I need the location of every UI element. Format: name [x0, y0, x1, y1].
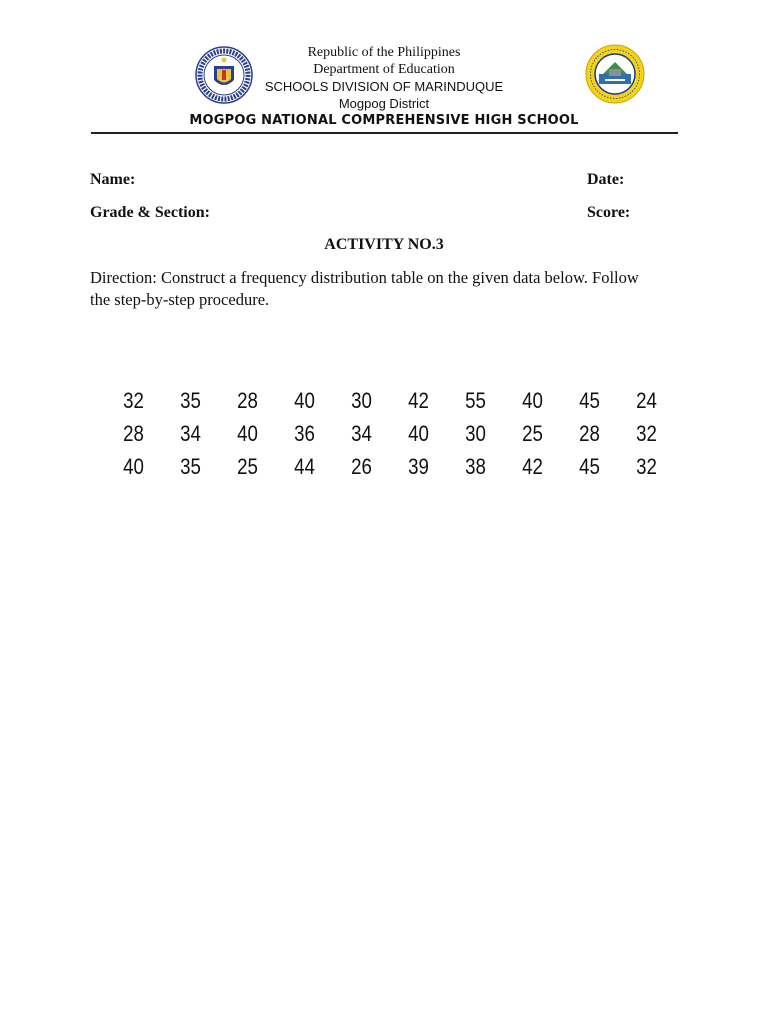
- header-division: SCHOOLS DIVISION OF MARINDUQUE: [264, 79, 504, 94]
- data-value: 30: [351, 388, 372, 413]
- data-value: 28: [123, 421, 144, 446]
- direction-line-2: the step-by-step procedure.: [90, 290, 270, 309]
- data-value: 30: [465, 421, 486, 446]
- data-values-grid: [105, 386, 675, 485]
- data-value: 24: [636, 388, 657, 413]
- data-value: 40: [408, 421, 429, 446]
- header-department: Department of Education: [313, 62, 455, 77]
- data-value: 38: [465, 454, 486, 479]
- data-value: 32: [123, 388, 144, 413]
- data-value: 40: [294, 388, 315, 413]
- data-row: [105, 419, 675, 452]
- data-value: 44: [294, 454, 315, 479]
- header-district: Mogpog District: [338, 96, 430, 111]
- data-value: 28: [579, 421, 600, 446]
- data-value: 45: [579, 454, 600, 479]
- data-value: 36: [294, 421, 315, 446]
- grade-section-label: Grade & Section:: [90, 204, 210, 221]
- date-label: Date:: [587, 171, 625, 188]
- data-value: 40: [237, 421, 258, 446]
- header-school-name: MOGPOG NATIONAL COMPREHENSIVE HIGH SCHOOL: [189, 113, 579, 128]
- header-divider: [91, 132, 678, 134]
- data-value: 40: [522, 388, 543, 413]
- data-row: [105, 452, 675, 485]
- direction-line-1: Direction: Construct a frequency distribution table on the given data below. Follow: [90, 268, 639, 287]
- data-value: 45: [579, 388, 600, 413]
- data-value: 40: [123, 454, 144, 479]
- data-value: 55: [465, 388, 486, 413]
- data-value: 32: [636, 454, 657, 479]
- data-value: 26: [351, 454, 372, 479]
- data-value: 32: [636, 421, 657, 446]
- data-value: 35: [180, 454, 201, 479]
- data-value: 34: [180, 421, 201, 446]
- data-value: 25: [522, 421, 543, 446]
- direction-text: [90, 267, 690, 311]
- data-value: 39: [408, 454, 429, 479]
- data-value: 35: [180, 388, 201, 413]
- letterhead: [0, 44, 768, 134]
- activity-title: ACTIVITY NO.3: [324, 236, 444, 253]
- score-label: Score:: [587, 204, 631, 221]
- data-value: 42: [408, 388, 429, 413]
- name-label: Name:: [90, 171, 136, 188]
- data-value: 42: [522, 454, 543, 479]
- data-value: 34: [351, 421, 372, 446]
- data-value: 25: [237, 454, 258, 479]
- header-republic: Republic of the Philippines: [307, 45, 461, 60]
- data-value: 28: [237, 388, 258, 413]
- data-row: [105, 386, 675, 419]
